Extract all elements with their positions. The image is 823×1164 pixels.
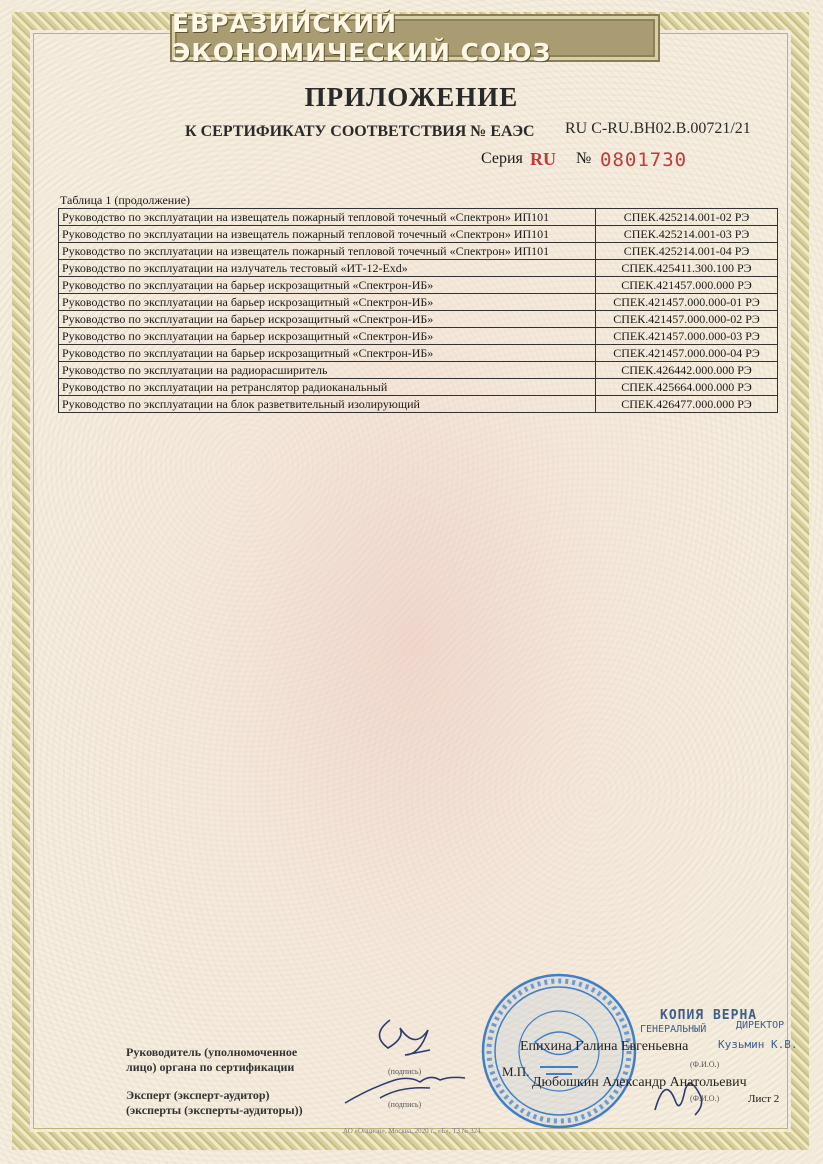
table-row xyxy=(59,311,778,328)
document-code-cell: СПЕК.426477.000.000 РЭ xyxy=(596,396,778,413)
document-code-cell: СПЕК.421457.000.000-04 РЭ xyxy=(596,345,778,362)
table-row xyxy=(59,328,778,345)
page-title: ПРИЛОЖЕНИЕ xyxy=(304,82,519,112)
document-name-cell: Руководство по эксплуатации на барьер искрозащитный «Спектрон-ИБ» xyxy=(59,277,596,294)
table-row xyxy=(59,260,778,277)
document-code-cell: СПЕК.421457.000.000-03 РЭ xyxy=(596,328,778,345)
document-code-cell: СПЕК.421457.000.000-02 РЭ xyxy=(596,311,778,328)
document-name-cell: Руководство по эксплуатации на излучатель тестовый «ИТ-12-Exd» xyxy=(59,260,596,277)
seal-place-label: М.П. xyxy=(502,1064,530,1079)
head-signature xyxy=(360,1010,440,1065)
document-name-cell: Руководство по эксплуатации на барьер искрозащитный «Спектрон-ИБ» xyxy=(59,328,596,345)
document-code-cell: СПЕК.425664.000.000 РЭ xyxy=(596,379,778,396)
document-code-cell: СПЕК.426442.000.000 РЭ xyxy=(596,362,778,379)
sheet-number: Лист 2 xyxy=(748,1093,780,1105)
union-banner: ЕВРАЗИЙСКИЙ ЭКОНОМИЧЕСКИЙ СОЮЗ xyxy=(170,14,660,62)
document-code-cell: СПЕК.421457.000.000 РЭ xyxy=(596,277,778,294)
table-row xyxy=(59,345,778,362)
document-code-cell: СПЕК.425214.001-04 РЭ xyxy=(596,243,778,260)
table-row xyxy=(59,243,778,260)
document-code-cell: СПЕК.421457.000.000-01 РЭ xyxy=(596,294,778,311)
head-name: Епихина Галина Евгеньевна xyxy=(520,1039,689,1054)
document-name-cell: Руководство по эксплуатации на блок разветвительный изолирующий xyxy=(59,396,596,413)
certificate-number: RU C-RU.ВН02.В.00721/21 xyxy=(565,120,751,137)
document-name-cell: Руководство по эксплуатации на извещатель пожарный тепловой точечный «Спектрон» ИП101 xyxy=(59,226,596,243)
expert-label: Эксперт (эксперт-аудитор) (эксперты (эксперты-аудиторы)) xyxy=(126,1088,303,1117)
table-row xyxy=(59,396,778,413)
fio-caption: (Ф.И.О.) xyxy=(690,1094,720,1103)
document-code-cell: СПЕК.425411.300.100 РЭ xyxy=(596,260,778,277)
document-code-cell: СПЕК.425214.001-02 РЭ xyxy=(596,209,778,226)
table-row xyxy=(59,379,778,396)
documents-table xyxy=(58,208,778,413)
table-caption: Таблица 1 (продолжение) xyxy=(60,193,190,207)
table-row xyxy=(59,294,778,311)
table-row xyxy=(59,277,778,294)
table-row xyxy=(59,209,778,226)
document-code-cell: СПЕК.425214.001-03 РЭ xyxy=(596,226,778,243)
series-label: Серия xyxy=(481,150,523,167)
signature-caption: (подпись) xyxy=(388,1100,422,1109)
document-name-cell: Руководство по эксплуатации на барьер искрозащитный «Спектрон-ИБ» xyxy=(59,294,596,311)
document-name-cell: Руководство по эксплуатации на барьер искрозащитный «Спектрон-ИБ» xyxy=(59,345,596,362)
number-label: № xyxy=(576,150,592,167)
document-name-cell: Руководство по эксплуатации на ретранслятор радиоканальный xyxy=(59,379,596,396)
certificate-subtitle: К СЕРТИФИКАТУ СООТВЕТСТВИЯ № ЕАЭС xyxy=(185,123,535,140)
document-name-cell: Руководство по эксплуатации на извещатель пожарный тепловой точечный «Спектрон» ИП101 xyxy=(59,243,596,260)
table-row xyxy=(59,226,778,243)
document-name-cell: Руководство по эксплуатации на извещатель пожарный тепловой точечный «Спектрон» ИП101 xyxy=(59,209,596,226)
expert-name: Дюбошкин Александр Анатольевич xyxy=(532,1075,747,1090)
fio-caption: (Ф.И.О.) xyxy=(690,1060,720,1069)
head-of-body-label: Руководитель (уполномоченное лицо) органа по сертификации xyxy=(126,1045,298,1074)
signature-caption: (подпись) xyxy=(388,1067,422,1076)
printer-imprint: АО «Опцион», Москва, 2020 г., «Б», ТЗ № 324. xyxy=(343,1127,483,1135)
copy-true-stamp: КОПИЯ ВЕРНА ГЕНЕРАЛЬНЫЙ ДИРЕКТОР Кузьмин К.В. xyxy=(640,1008,798,1051)
form-number: 0801730 xyxy=(600,149,688,171)
document-name-cell: Руководство по эксплуатации на радиорасширитель xyxy=(59,362,596,379)
table-row xyxy=(59,362,778,379)
document-name-cell: Руководство по эксплуатации на барьер искрозащитный «Спектрон-ИБ» xyxy=(59,311,596,328)
series-value: RU xyxy=(530,149,556,169)
